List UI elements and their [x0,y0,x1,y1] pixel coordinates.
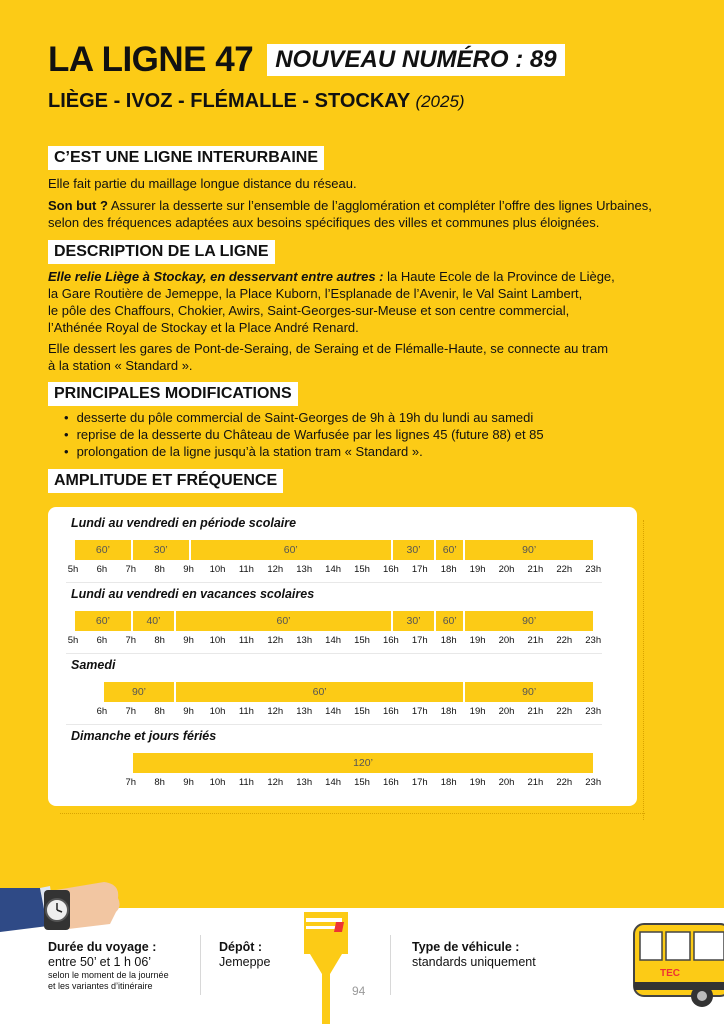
hour-tick-label: 17h [411,706,428,717]
hour-tick-label: 23h [585,706,602,717]
description-line-3: le pôle des Chaffours, Chokier, Awirs, Saint-Georges-sur-Meuse et son centre commercial, [48,303,570,318]
description-line-2: la Gare Routière de Jemeppe, la Place Kuborn, l’Esplanade de l’Avenir, le Val Saint Lambert, [48,286,583,301]
hour-tick-label: 6h [96,564,108,575]
hour-tick-label: 7h [125,706,137,717]
list-item: • prolongation de la ligne jusqu’à la station tram « Standard ». [64,443,544,460]
frequency-segment: 30’ [131,540,189,560]
hour-tick-label: 22h [556,706,573,717]
hour-tick-label: 7h [125,564,137,575]
hour-tick-label: 13h [296,777,313,788]
hour-tick-label: 11h [238,564,254,575]
hour-tick-label: 21h [527,777,544,788]
hour-tick-label: 14h [325,706,342,717]
footer-divider [390,935,391,995]
vehicle-label: Type de véhicule : [412,940,520,954]
frequency-segment: 90’ [463,611,593,631]
hour-tick-label: 21h [527,635,544,646]
section-title-modifications: PRINCIPALES MODIFICATIONS [48,382,298,406]
hour-tick-label: 15h [354,706,370,717]
section-title-description: DESCRIPTION DE LA LIGNE [48,240,275,264]
hour-tick-label: 9h [183,635,194,646]
schedule-block-title: Lundi au vendredi en vacances scolaires [71,587,315,601]
hour-tick-label: 9h [183,706,194,717]
card-dotted-bottom [60,813,645,814]
intro-paragraph-1: Elle fait partie du maillage longue distance du réseau. [48,176,357,191]
hour-tick-label: 21h [527,706,544,717]
hour-tick-label: 11h [238,706,254,717]
card-dotted-edge [636,520,644,820]
hour-tick-label: 8h [154,706,165,717]
hour-tick-label: 14h [325,777,342,788]
bus-logo: TEC [660,968,680,979]
intro-lead: Son but ? [48,198,108,213]
page-title: LA LIGNE 47 [48,40,254,79]
block-separator [66,653,602,654]
block-separator [66,582,602,583]
description-paragraph-1 [48,268,688,336]
frequency-segment: 30’ [391,540,434,560]
list-item: • desserte du pôle commercial de Saint-Georges de 9h à 19h du lundi au samedi [64,409,544,426]
hour-tick-label: 14h [325,635,342,646]
hour-tick-label: 18h [440,706,457,717]
schedule-block-title: Lundi au vendredi en période scolaire [71,516,297,530]
hour-tick-label: 7h [125,777,137,788]
hour-tick-label: 17h [411,564,428,575]
frequency-segment: 60’ [73,540,131,560]
duration-label: Durée du voyage : [48,940,157,954]
hour-tick-label: 10h [209,706,226,717]
hour-tick-label: 22h [556,635,573,646]
hour-tick-label: 11h [238,777,254,788]
frequency-segment: 60’ [174,611,391,631]
hour-tick-label: 6h [96,706,108,717]
hour-tick-label: 20h [498,635,515,646]
frequency-segment: 30’ [391,611,434,631]
frequency-segment: 60’ [189,540,391,560]
hour-tick-label: 13h [296,564,313,575]
hour-tick-label: 12h [267,635,284,646]
hour-tick-label: 14h [325,564,342,575]
hour-tick-label: 5h [67,564,79,575]
hour-tick-label: 20h [498,564,515,575]
hour-tick-label: 11h [238,635,254,646]
hour-tick-label: 16h [382,777,399,788]
hour-tick-label: 15h [354,564,370,575]
route-year: (2025) [415,92,465,111]
intro-line-1: Assurer la desserte sur l’ensemble de l’agglomération et compléter l’offre des lignes Urbaines, [107,198,652,213]
vehicle-info [412,940,536,970]
hour-tick-label: 10h [209,777,226,788]
duration-value: entre 50’ et 1 h 06’ [48,955,152,969]
hour-tick-label: 8h [154,564,165,575]
hour-tick-label: 7h [125,635,137,646]
hour-tick-label: 15h [354,635,370,646]
hour-tick-label: 20h [498,777,515,788]
hour-tick-label: 9h [183,777,194,788]
frequency-segment: 60’ [434,540,463,560]
page-number: 94 [352,984,366,998]
hour-tick-label: 12h [267,777,284,788]
depot-value: Jemeppe [219,955,271,969]
hour-tick-label: 18h [440,564,457,575]
block-separator [66,724,602,725]
hour-tick-label: 12h [267,564,284,575]
hour-tick-label: 23h [585,777,602,788]
description-lead: Elle relie Liège à Stockay, en desservant entre autres : [48,269,384,284]
hour-tick-label: 12h [267,706,284,717]
frequency-segment: 90’ [463,540,593,560]
frequency-segment: 40’ [131,611,174,631]
section-title-interurbaine: C’EST UNE LIGNE INTERURBAINE [48,146,324,170]
hour-tick-label: 19h [469,564,486,575]
new-number-badge: NOUVEAU NUMÉRO : 89 [267,44,564,76]
hour-tick-label: 22h [556,777,573,788]
hour-tick-label: 5h [67,635,79,646]
wrist-watch-icon [0,878,125,936]
frequency-segment: 120’ [131,753,593,773]
frequency-segment: 60’ [73,611,131,631]
hour-tick-label: 17h [411,635,428,646]
hour-tick-label: 13h [296,706,313,717]
depot-info [219,940,270,970]
hour-tick-label: 6h [96,635,108,646]
route-name: LIÈGE - IVOZ - FLÉMALLE - STOCKAY [48,90,410,112]
hour-tick-label: 16h [382,564,399,575]
bus-icon [630,918,724,1012]
frequency-segment: 60’ [434,611,463,631]
description-paragraph-2 [48,340,688,374]
hour-tick-label: 22h [556,564,573,575]
hour-tick-label: 17h [411,777,428,788]
title-row [48,40,565,80]
schedule-block-title: Dimanche et jours fériés [71,729,217,743]
frequency-segment: 60’ [174,682,463,702]
duration-note-2: et les variantes d’itinéraire [48,981,153,991]
list-item: • reprise de la desserte du Château de Warfusée par les lignes 45 (future 88) et 85 [64,426,544,443]
description-p2-line-1: Elle dessert les gares de Pont-de-Seraing, de Seraing et de Flémalle-Haute, se connecte au tram [48,341,609,356]
hour-tick-label: 20h [498,706,515,717]
intro-paragraph-2 [48,197,688,231]
duration-info [48,940,169,992]
duration-note-1: selon le moment de la journée [48,970,169,980]
hour-tick-label: 21h [527,564,544,575]
description-line-1: la Haute Ecole de la Province de Liège, [383,269,615,284]
hour-tick-label: 19h [469,706,486,717]
bus-stop-sign-icon [300,912,352,1024]
hour-tick-label: 16h [382,635,399,646]
hour-tick-label: 9h [183,564,194,575]
hour-tick-label: 18h [440,777,457,788]
hour-tick-label: 15h [354,777,370,788]
hour-tick-label: 8h [154,777,165,788]
hour-tick-label: 19h [469,777,486,788]
hour-tick-label: 13h [296,635,313,646]
hour-tick-label: 19h [469,635,486,646]
frequency-segment: 90’ [463,682,593,702]
hour-tick-label: 10h [209,635,226,646]
hour-tick-label: 23h [585,564,602,575]
description-p2-line-2: à la station « Standard ». [48,358,193,373]
description-line-4: l’Athénée Royal de Stockay et la Place André Renard. [48,320,359,335]
section-title-amplitude: AMPLITUDE ET FRÉQUENCE [48,469,283,493]
hour-tick-label: 8h [154,635,165,646]
schedule-block-title: Samedi [71,658,116,672]
modifications-list [64,409,544,460]
hour-tick-label: 23h [585,635,602,646]
hour-tick-label: 10h [209,564,226,575]
route-title [48,90,465,113]
footer-divider [200,935,201,995]
hour-tick-label: 18h [440,635,457,646]
intro-line-2: selon des fréquences adaptées aux besoins spécifiques des villes et communes plus éloignées. [48,215,600,230]
vehicle-value: standards uniquement [412,955,536,969]
hour-tick-label: 16h [382,706,399,717]
depot-label: Dépôt : [219,940,263,954]
frequency-segment: 90’ [102,682,174,702]
